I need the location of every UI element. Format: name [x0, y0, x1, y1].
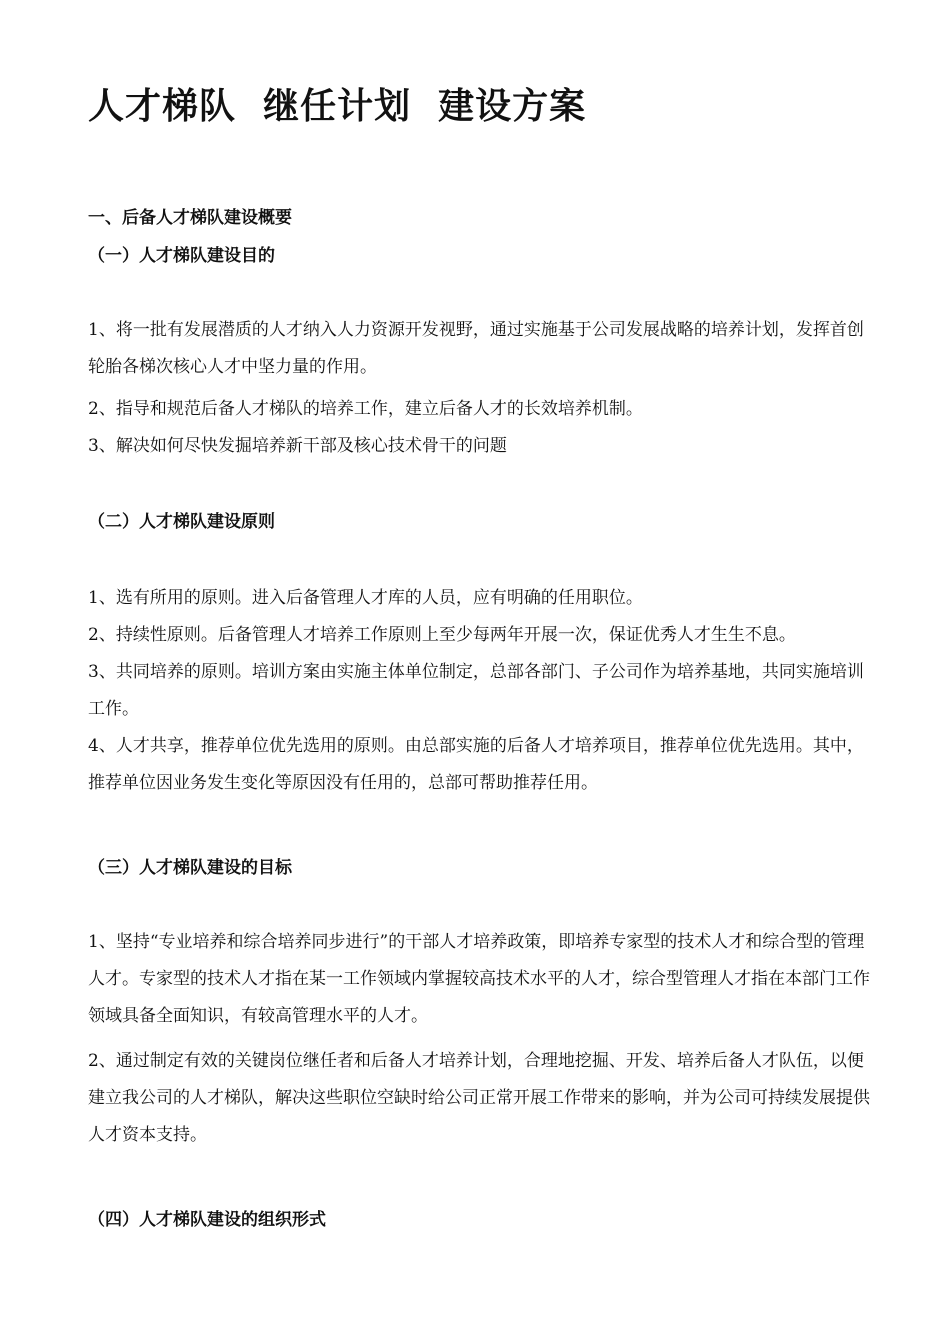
principle-item-3: 3、共同培养的原则。培训方案由实施主体单位制定，总部各部门、子公司作为培养基地，共同实施培训工作。 — [88, 662, 864, 719]
principle-item-4: 4、人才共享，推荐单位优先选用的原则。由总部实施的后备人才培养项目，推荐单位优先选用。其中，推荐单位因业务发生变化等原因没有任用的，总部可帮助推荐任用。 — [88, 736, 864, 793]
section-heading-1: 一、后备人才梯队建设概要 — [88, 208, 292, 228]
purpose-item-1: 1、将一批有发展潜质的人才纳入人力资源开发视野，通过实施基于公司发展战略的培养计划，发挥首创轮胎各梯次核心人才中坚力量的作用。 — [88, 320, 864, 377]
subsection-heading-goals: （三）人才梯队建设的目标 — [88, 858, 292, 878]
purpose-item-3: 3、解决如何尽快发掘培养新干部及核心技术骨干的问题 — [88, 436, 507, 456]
goal-item-2: 2、通过制定有效的关键岗位继任者和后备人才培养计划，合理地挖掘、开发、培养后备人才队伍，以便建立我公司的人才梯队，解决这些职位空缺时给公司正常开展工作带来的影响，并为公司可持续发展提供人才资本支持。 — [88, 1051, 870, 1145]
document-title: 人才梯队 继任计划 建设方案 — [88, 86, 587, 127]
subsection-heading-organization: （四）人才梯队建设的组织形式 — [88, 1210, 326, 1230]
subsection-heading-purpose: （一）人才梯队建设目的 — [88, 246, 275, 266]
goal-item-1: 1、坚持“专业培养和综合培养同步进行”的干部人才培养政策，即培养专家型的技术人才和综合型的管理人才。专家型的技术人才指在某一工作领域内掌握较高技术水平的人才，综合型管理人才指在本部门工作领域具备全面知识，有较高管理水平的人才。 — [88, 932, 870, 1026]
principle-item-1: 1、选有所用的原则。进入后备管理人才库的人员，应有明确的任用职位。 — [88, 588, 643, 608]
principle-item-2: 2、持续性原则。后备管理人才培养工作原则上至少每两年开展一次，保证优秀人才生生不息。 — [88, 625, 796, 645]
purpose-item-2: 2、指导和规范后备人才梯队的培养工作，建立后备人才的长效培养机制。 — [88, 399, 643, 419]
subsection-heading-principles: （二）人才梯队建设原则 — [88, 512, 275, 532]
